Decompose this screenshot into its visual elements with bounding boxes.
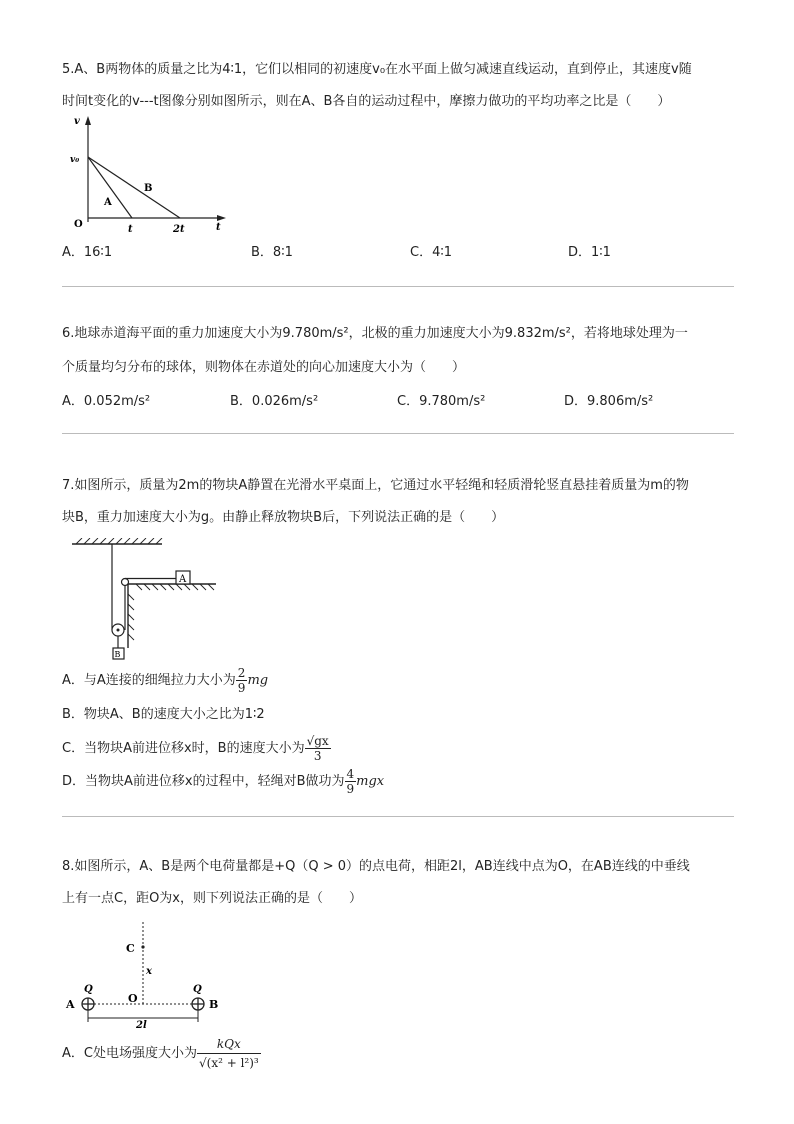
q7-stem-line2: 块B，重力加速度大小为g。由静止释放物块B后，下列说法正确的是（ ） (62, 510, 505, 525)
q7-option-d-tail: mgx (356, 774, 385, 789)
q5-graph-2t-tick: 2t (173, 224, 185, 235)
q7-option-d[interactable] (62, 767, 384, 797)
q6-stem-line1: 6.地球赤道海平面的重力加速度大小为9.780m/s²，北极的重力加速度大小为9.832m/s²，若将地球处理为一 (62, 326, 688, 341)
q7-option-a-numerator: 2 (237, 666, 246, 680)
q5-graph-v0-label: v₀ (70, 155, 80, 165)
q7-option-c-fraction (305, 734, 331, 763)
q7-option-b[interactable]: B．物块A、B的速度大小之比为1∶2 (62, 707, 265, 722)
q6-option-c[interactable]: C．9.780m/s² (397, 394, 486, 409)
q5-option-a[interactable]: A．16∶1 (62, 245, 113, 260)
divider-q6-q7 (62, 433, 734, 434)
q7-option-c-denominator: 3 (313, 749, 322, 763)
q8-option-a-fraction (197, 1035, 261, 1072)
q7-option-a-fraction (236, 666, 248, 695)
q8-charge-b-label: B (209, 998, 219, 1011)
q5-stem-line2: 时间t变化的v---t图像分别如图所示，则在A、B各自的运动过程中，摩擦力做功的平均功率之比是（ ） (62, 94, 671, 109)
q7-pulley-figure (66, 538, 226, 664)
q5-graph-line-b-label: B (144, 183, 153, 194)
q5-graph-origin-label: O (74, 219, 83, 230)
divider-q7-q8 (62, 816, 734, 817)
q5-option-b[interactable]: B．8∶1 (251, 245, 293, 260)
q8-midpoint-o-label: O (128, 992, 138, 1005)
q7-option-a[interactable] (62, 666, 268, 696)
q8-charge-a-label: A (66, 998, 75, 1011)
q5-option-d[interactable]: D．1∶1 (568, 245, 611, 260)
q5-stem-line1: 5.A、B两物体的质量之比为4∶1，它们以相同的初速度v₀在水平面上做匀减速直线运动，直到停止，其速度v随 (62, 62, 692, 77)
q5-graph-t-axis-label: t (216, 222, 221, 233)
q7-block-a-label: A (179, 574, 187, 585)
q7-block-b-label: B (114, 650, 121, 659)
divider-q5-q6 (62, 286, 734, 287)
q8-stem-line1: 8.如图所示，A、B是两个电荷量都是+Q（Q > 0）的点电荷，相距2l，AB连线中点为O，在AB连线的中垂线 (62, 859, 690, 874)
q8-option-a-text: A．C处电场强度大小为 (62, 1046, 197, 1061)
q7-option-c[interactable] (62, 733, 331, 765)
q8-charge-a-q-label: Q (84, 984, 93, 995)
q5-vt-graph (66, 114, 236, 238)
q7-stem-line1: 7.如图所示，质量为2m的物块A静置在光滑水平桌面上，它通过水平轻绳和轻质滑轮竖直悬挂着质量为m的物 (62, 478, 689, 493)
q8-stem-line2: 上有一点C，距O为x，则下列说法正确的是（ ） (62, 891, 363, 906)
q5-graph-line-a-label: A (104, 197, 112, 208)
q8-option-a-denominator: √(x² + l²)³ (198, 1056, 259, 1070)
q7-option-a-text: A．与A连接的细绳拉力大小为 (62, 673, 236, 688)
q5-graph-v-label: v (74, 116, 80, 127)
q7-option-d-fraction (345, 767, 357, 796)
q8-option-a[interactable] (62, 1030, 261, 1078)
q7-option-a-tail: mg (247, 673, 269, 688)
q7-option-d-denominator: 9 (346, 782, 355, 796)
q8-charge-b-q-label: Q (193, 984, 202, 995)
q8-charges-figure (64, 918, 234, 1032)
q8-point-c-label: C (126, 942, 135, 955)
q7-option-d-numerator: 4 (346, 767, 355, 781)
q6-option-a[interactable]: A．0.052m/s² (62, 394, 151, 409)
q7-option-c-numerator: √gx (306, 734, 329, 748)
q7-option-d-text: D．当物块A前进位移x的过程中，轻绳对B做功为 (62, 774, 345, 789)
q8-distance-2l-label: 2l (136, 1020, 147, 1031)
q6-option-d[interactable]: D．9.806m/s² (564, 394, 654, 409)
q7-option-a-denominator: 9 (237, 681, 246, 695)
q6-stem-line2: 个质量均匀分布的球体，则物体在赤道处的向心加速度大小为（ ） (62, 360, 466, 375)
q5-graph-t-tick: t (128, 224, 133, 235)
q8-option-a-numerator: kQx (197, 1035, 261, 1054)
q8-distance-x-label: x (146, 966, 152, 977)
q7-option-c-text: C．当物块A前进位移x时，B的速度大小为 (62, 741, 305, 756)
q5-option-c[interactable]: C．4∶1 (410, 245, 453, 260)
q6-option-b[interactable]: B．0.026m/s² (230, 394, 319, 409)
